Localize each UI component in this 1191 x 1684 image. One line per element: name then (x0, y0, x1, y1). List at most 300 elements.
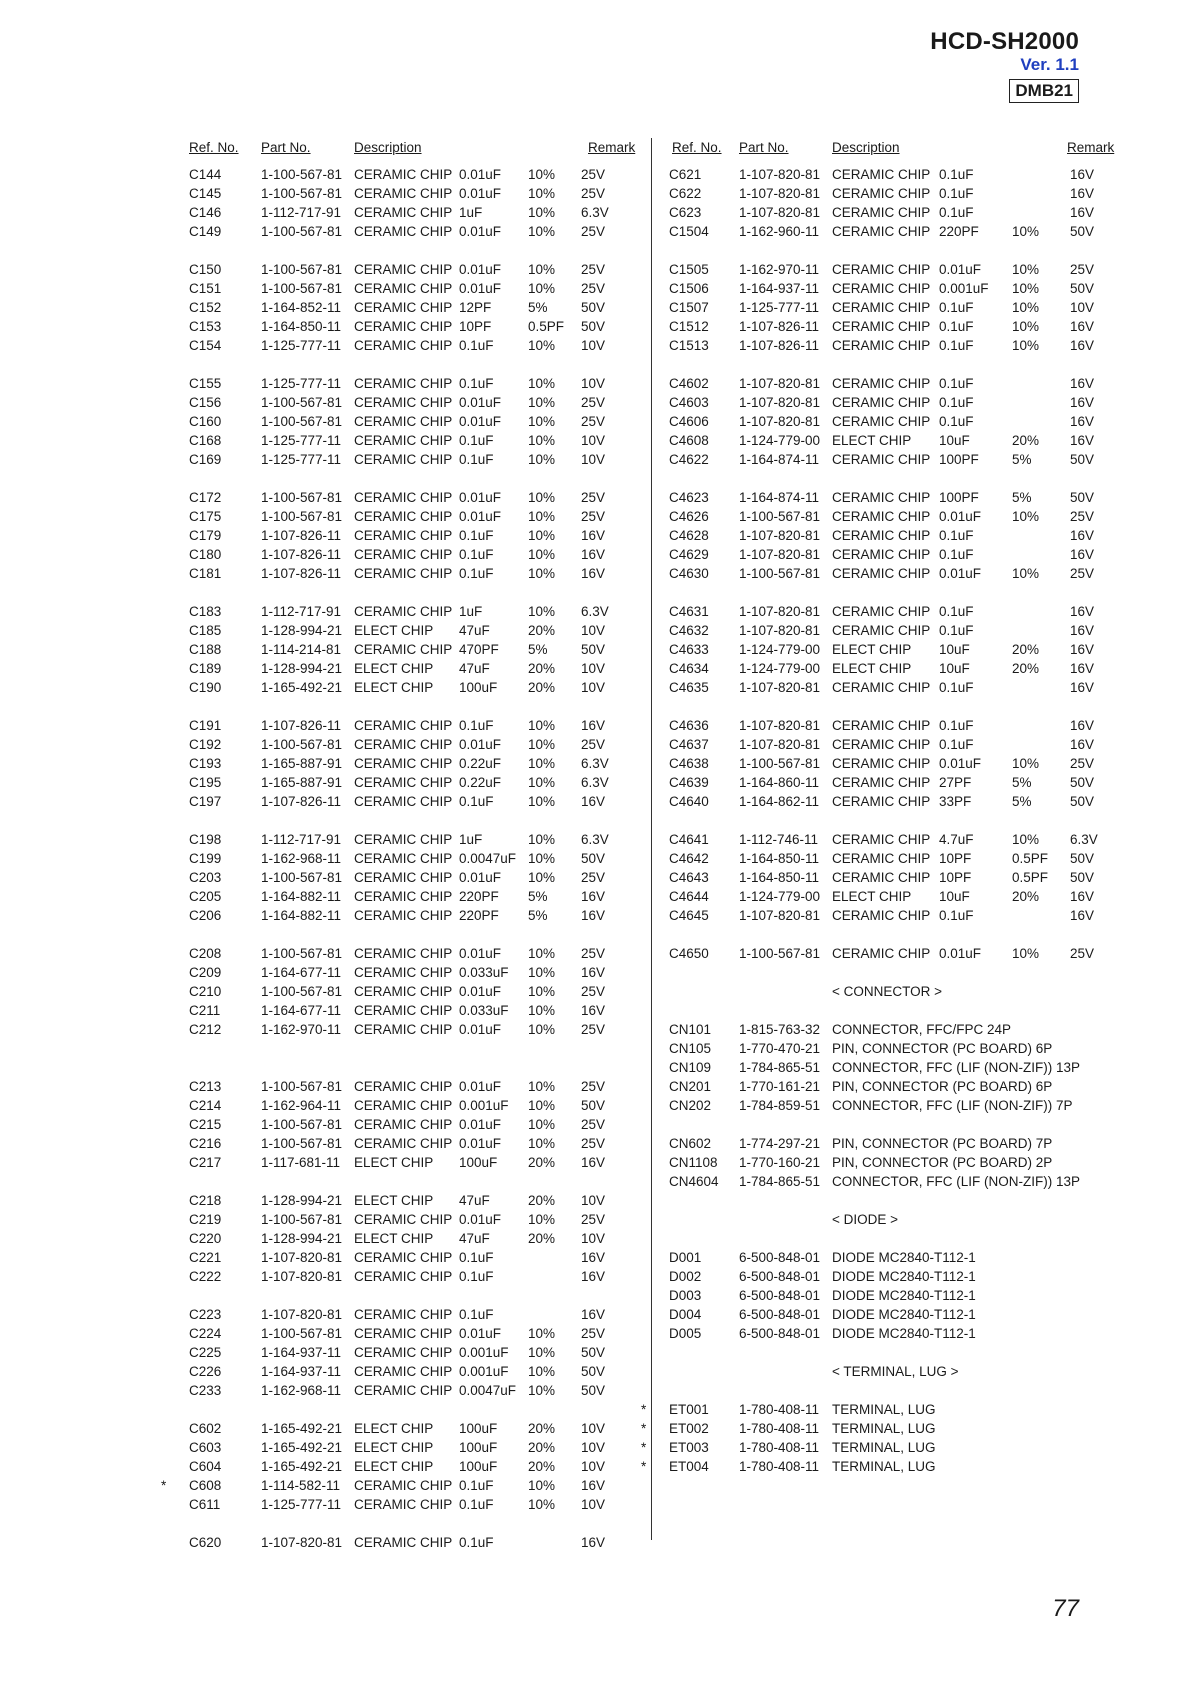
column-header (657, 138, 1117, 157)
description: CERAMIC CHIP (354, 604, 453, 619)
table-row (177, 773, 639, 792)
tolerance: 10% (528, 1079, 556, 1094)
part-no: 1-165-492-21 (261, 1421, 343, 1436)
ref-no: C190 (189, 680, 222, 695)
tolerance: 5% (528, 908, 548, 923)
tolerance: 10% (1012, 262, 1040, 277)
tolerance: 5% (1012, 490, 1032, 505)
remark: 16V (581, 794, 606, 809)
ref-no: CN602 (669, 1136, 712, 1151)
tolerance: 5% (528, 300, 548, 315)
value: 47uF (459, 661, 490, 676)
section-heading (657, 1362, 1117, 1381)
description: CERAMIC CHIP (354, 756, 453, 771)
ref-no: C4641 (669, 832, 709, 847)
tolerance: 10% (528, 775, 556, 790)
ref-no: C149 (189, 224, 222, 239)
column-header (177, 138, 639, 157)
part-no: 1-162-968-11 (261, 851, 342, 866)
description: CERAMIC CHIP (354, 965, 453, 980)
value: 0.1uF (939, 547, 974, 562)
part-no: 1-107-826-11 (739, 338, 820, 353)
ref-no: C215 (189, 1117, 222, 1132)
value: 0.0047uF (459, 851, 517, 866)
ref-no: C4632 (669, 623, 709, 638)
value: 0.1uF (939, 737, 974, 752)
part-no: 1-107-820-81 (739, 623, 821, 638)
part-no: 1-164-677-11 (261, 965, 342, 980)
table-row (657, 678, 1117, 697)
ref-no: C209 (189, 965, 222, 980)
description: DIODE MC2840-T112-1 (832, 1250, 976, 1265)
table-row (657, 716, 1117, 735)
ref-no: C199 (189, 851, 222, 866)
value: 100uF (459, 1421, 498, 1436)
description: PIN, CONNECTOR (PC BOARD) 2P (832, 1155, 1053, 1170)
description: CERAMIC CHIP (832, 623, 931, 638)
star-mark: * (641, 1421, 647, 1436)
value: 1uF (459, 832, 483, 847)
value: 470PF (459, 642, 499, 657)
value: 0.033uF (459, 1003, 509, 1018)
remark: 25V (1070, 756, 1095, 771)
value: 220PF (459, 908, 499, 923)
description: CERAMIC CHIP (832, 452, 931, 467)
description: CERAMIC CHIP (354, 794, 453, 809)
ref-no: C221 (189, 1250, 222, 1265)
header-remark: Remark (1067, 140, 1115, 155)
description: CERAMIC CHIP (354, 1136, 453, 1151)
part-no: 1-164-937-11 (261, 1345, 342, 1360)
part-no: 1-100-567-81 (739, 756, 821, 771)
ref-no: C622 (669, 186, 702, 201)
ref-no: CN4604 (669, 1174, 719, 1189)
part-no: 1-107-820-81 (261, 1535, 343, 1550)
ref-no: C4645 (669, 908, 709, 923)
description: CONNECTOR, FFC (LIF (NON-ZIF)) 13P (832, 1174, 1080, 1189)
table-row (657, 1305, 1117, 1324)
remark: 50V (1070, 870, 1095, 885)
section-heading (657, 1210, 1117, 1229)
header-ref-no: Ref. No. (189, 140, 239, 155)
value: 0.1uF (939, 338, 974, 353)
remark: 6.3V (581, 775, 609, 790)
remark: 25V (581, 490, 606, 505)
value: 47uF (459, 1231, 490, 1246)
description: CERAMIC CHIP (832, 186, 931, 201)
part-no: 1-100-567-81 (261, 1212, 343, 1227)
ref-no: C4608 (669, 433, 709, 448)
part-no: 1-770-160-21 (739, 1155, 821, 1170)
remark: 10V (581, 1193, 606, 1208)
part-no: 1-125-777-11 (261, 1497, 342, 1512)
tolerance: 10% (528, 604, 556, 619)
value: 0.1uF (459, 566, 494, 581)
value: 0.01uF (459, 262, 502, 277)
description: CERAMIC CHIP (832, 946, 931, 961)
tolerance: 10% (528, 1326, 556, 1341)
ref-no: C4644 (669, 889, 709, 904)
value: 0.001uF (939, 281, 989, 296)
description: CERAMIC CHIP (832, 794, 931, 809)
description: DIODE MC2840-T112-1 (832, 1269, 976, 1284)
ref-no: ET003 (669, 1440, 709, 1455)
header-part-no: Part No. (261, 140, 311, 155)
remark: 16V (581, 889, 606, 904)
remark: 16V (1070, 908, 1095, 923)
ref-no: C180 (189, 547, 222, 562)
table-row (177, 982, 639, 1001)
part-no: 1-162-970-11 (739, 262, 820, 277)
part-no: 1-815-763-32 (739, 1022, 821, 1037)
table-row (657, 260, 1117, 279)
ref-no: C208 (189, 946, 222, 961)
part-no: 1-107-820-81 (739, 205, 821, 220)
ref-no: C1513 (669, 338, 709, 353)
tolerance: 0.5PF (1012, 851, 1049, 866)
table-row (657, 640, 1117, 659)
table-row (177, 1191, 639, 1210)
ref-no: C224 (189, 1326, 222, 1341)
tolerance: 10% (528, 756, 556, 771)
tolerance: 10% (528, 376, 556, 391)
remark: 10V (581, 338, 606, 353)
value: 0.1uF (939, 604, 974, 619)
description: CERAMIC CHIP (354, 908, 453, 923)
part-no: 1-770-161-21 (739, 1079, 821, 1094)
value: 0.01uF (459, 1022, 502, 1037)
star-mark: * (641, 1440, 647, 1455)
remark: 25V (581, 870, 606, 885)
part-no: 1-162-968-11 (261, 1383, 342, 1398)
ref-no: C4637 (669, 737, 709, 752)
table-row (657, 735, 1117, 754)
ref-no: C216 (189, 1136, 222, 1151)
tolerance: 10% (528, 547, 556, 562)
description: CERAMIC CHIP (354, 1003, 453, 1018)
description: CERAMIC CHIP (354, 319, 453, 334)
part-no: 6-500-848-01 (739, 1307, 821, 1322)
value: 0.1uF (459, 718, 494, 733)
table-row (177, 602, 639, 621)
description: CERAMIC CHIP (832, 737, 931, 752)
remark: 16V (1070, 319, 1095, 334)
value: 0.001uF (459, 1098, 509, 1113)
ref-no: C608 (189, 1478, 222, 1493)
tolerance: 20% (1012, 661, 1040, 676)
value: 0.01uF (459, 395, 502, 410)
ref-no: CN1108 (669, 1155, 718, 1170)
part-no: 1-100-567-81 (261, 490, 343, 505)
value: 0.1uF (939, 718, 974, 733)
ref-no: C189 (189, 661, 222, 676)
description: CERAMIC CHIP (354, 1269, 453, 1284)
ref-no: C4603 (669, 395, 709, 410)
part-no: 1-107-820-81 (739, 680, 821, 695)
table-row (177, 1210, 639, 1229)
table-row (177, 735, 639, 754)
part-no: 1-107-820-81 (739, 604, 821, 619)
tolerance: 10% (528, 205, 556, 220)
table-row (657, 488, 1117, 507)
table-row (177, 906, 639, 925)
value: 0.22uF (459, 775, 502, 790)
ref-no: C4602 (669, 376, 709, 391)
remark: 25V (1070, 566, 1095, 581)
part-no: 1-114-214-81 (261, 642, 342, 657)
remark: 16V (581, 965, 606, 980)
part-no: 1-100-567-81 (261, 414, 343, 429)
value: 0.01uF (459, 490, 502, 505)
remark: 50V (581, 851, 606, 866)
ref-no: C621 (669, 167, 702, 182)
value: 0.1uF (459, 528, 494, 543)
table-row (657, 545, 1117, 564)
table-row (657, 184, 1117, 203)
value: 0.01uF (459, 1079, 502, 1094)
remark: 6.3V (581, 756, 609, 771)
tolerance: 5% (1012, 794, 1032, 809)
remark: 16V (1070, 661, 1095, 676)
ref-no: D001 (669, 1250, 702, 1265)
value: 10PF (939, 851, 972, 866)
description: ELECT CHIP (354, 623, 434, 638)
ref-no: C222 (189, 1269, 222, 1284)
tolerance: 5% (528, 889, 548, 904)
tolerance: 20% (528, 1459, 556, 1474)
remark: 50V (581, 1098, 606, 1113)
table-row (177, 1077, 639, 1096)
part-no: 1-107-820-81 (739, 908, 821, 923)
ref-no: C183 (189, 604, 222, 619)
description: CERAMIC CHIP (354, 1098, 453, 1113)
part-no: 1-125-777-11 (739, 300, 820, 315)
part-no: 1-100-567-81 (739, 566, 821, 581)
part-no: 1-107-820-81 (739, 718, 821, 733)
remark: 25V (581, 281, 606, 296)
part-no: 1-164-882-11 (261, 908, 342, 923)
part-no: 1-780-408-11 (739, 1421, 820, 1436)
description: CERAMIC CHIP (832, 566, 931, 581)
part-no: 1-162-960-11 (739, 224, 820, 239)
part-no: 1-100-567-81 (261, 737, 343, 752)
remark: 6.3V (1070, 832, 1098, 847)
description: CERAMIC CHIP (354, 870, 453, 885)
ref-no: C144 (189, 167, 222, 182)
ref-no: C168 (189, 433, 222, 448)
tolerance: 10% (528, 851, 556, 866)
remark: 16V (1070, 547, 1095, 562)
value: 0.01uF (459, 1117, 502, 1132)
table-row (177, 1248, 639, 1267)
table-row (177, 1438, 639, 1457)
description: CERAMIC CHIP (354, 1212, 453, 1227)
tolerance: 20% (528, 661, 556, 676)
remark: 25V (581, 186, 606, 201)
section-title: < CONNECTOR > (832, 984, 943, 999)
part-no: 1-100-567-81 (739, 946, 821, 961)
part-no: 1-107-826-11 (739, 319, 820, 334)
remark: 25V (581, 509, 606, 524)
table-row (657, 412, 1117, 431)
tolerance: 5% (1012, 775, 1032, 790)
table-row (641, 1438, 1117, 1457)
remark: 50V (581, 1364, 606, 1379)
table-row (657, 317, 1117, 336)
tolerance: 10% (528, 832, 556, 847)
remark: 25V (581, 1079, 606, 1094)
ref-no: CN202 (669, 1098, 712, 1113)
description: CERAMIC CHIP (354, 642, 453, 657)
remark: 50V (1070, 281, 1095, 296)
table-row (657, 868, 1117, 887)
description: CERAMIC CHIP (832, 908, 931, 923)
ref-no: C4640 (669, 794, 709, 809)
tolerance: 10% (528, 262, 556, 277)
ref-no: C4631 (669, 604, 709, 619)
table-row (177, 1495, 639, 1514)
ref-no: CN105 (669, 1041, 712, 1056)
value: 100uF (459, 1459, 498, 1474)
star-mark: * (161, 1478, 167, 1493)
part-no: 1-780-408-11 (739, 1459, 820, 1474)
remark: 6.3V (581, 205, 609, 220)
tolerance: 10% (528, 737, 556, 752)
ref-no: D003 (669, 1288, 702, 1303)
part-no: 1-100-567-81 (261, 509, 343, 524)
remark: 10V (581, 1421, 606, 1436)
description: CERAMIC CHIP (354, 1383, 453, 1398)
remark: 25V (581, 984, 606, 999)
description: CERAMIC CHIP (354, 547, 453, 562)
ref-no: C4634 (669, 661, 709, 676)
table-row (657, 1153, 1117, 1172)
tolerance: 10% (528, 509, 556, 524)
remark: 16V (1070, 433, 1095, 448)
remark: 16V (581, 566, 606, 581)
tolerance: 10% (528, 433, 556, 448)
tolerance: 10% (528, 946, 556, 961)
remark: 10V (581, 1459, 606, 1474)
part-no: 1-100-567-81 (261, 167, 343, 182)
value: 0.1uF (939, 376, 974, 391)
remark: 50V (1070, 851, 1095, 866)
part-no: 1-112-717-91 (261, 205, 342, 220)
value: 0.1uF (459, 794, 494, 809)
part-no: 1-124-779-00 (739, 433, 821, 448)
description: CERAMIC CHIP (832, 338, 931, 353)
ref-no: C611 (189, 1497, 221, 1512)
tolerance: 10% (1012, 300, 1040, 315)
value: 0.1uF (459, 376, 494, 391)
part-no: 1-107-820-81 (739, 547, 821, 562)
ref-no: D002 (669, 1269, 702, 1284)
tolerance: 0.5PF (1012, 870, 1049, 885)
tolerance: 20% (1012, 889, 1040, 904)
tolerance: 10% (528, 395, 556, 410)
table-row (177, 222, 639, 241)
part-no: 1-100-567-81 (261, 186, 343, 201)
description: CERAMIC CHIP (832, 414, 931, 429)
table-row (657, 431, 1117, 450)
tolerance: 10% (1012, 319, 1040, 334)
tolerance: 20% (528, 1421, 556, 1436)
ref-no: C4639 (669, 775, 709, 790)
ref-no: C192 (189, 737, 222, 752)
star-mark: * (641, 1402, 647, 1417)
ref-no: C218 (189, 1193, 222, 1208)
page-number: 77 (1052, 1595, 1079, 1622)
value: 0.01uF (459, 984, 502, 999)
ref-no: C219 (189, 1212, 222, 1227)
remark: 16V (581, 547, 606, 562)
part-no: 1-784-859-51 (739, 1098, 821, 1113)
remark: 25V (581, 1212, 606, 1227)
part-no: 1-112-746-11 (739, 832, 819, 847)
tolerance: 10% (528, 1022, 556, 1037)
description: CERAMIC CHIP (832, 832, 931, 847)
table-row (177, 1229, 639, 1248)
table-row (177, 1343, 639, 1362)
ref-no: C156 (189, 395, 222, 410)
remark: 10V (581, 623, 606, 638)
tolerance: 10% (528, 1345, 556, 1360)
part-no: 1-100-567-81 (261, 1117, 343, 1132)
ref-no: CN201 (669, 1079, 712, 1094)
tolerance: 10% (1012, 338, 1040, 353)
value: 0.01uF (459, 1212, 502, 1227)
value: 0.01uF (459, 414, 502, 429)
remark: 16V (1070, 167, 1095, 182)
part-no: 1-784-865-51 (739, 1174, 821, 1189)
ref-no: C193 (189, 756, 222, 771)
tolerance: 10% (528, 1383, 556, 1398)
tolerance: 10% (1012, 281, 1040, 296)
remark: 10V (1070, 300, 1095, 315)
description: DIODE MC2840-T112-1 (832, 1288, 976, 1303)
part-no: 1-117-681-11 (261, 1155, 341, 1170)
table-row (177, 1362, 639, 1381)
tolerance: 10% (528, 224, 556, 239)
table-row (177, 716, 639, 735)
ref-no: C223 (189, 1307, 222, 1322)
table-row (177, 963, 639, 982)
table-row (177, 1419, 639, 1438)
remark: 16V (1070, 186, 1095, 201)
ref-no: C211 (189, 1003, 221, 1018)
part-no: 1-107-826-11 (261, 718, 342, 733)
table-row (657, 1267, 1117, 1286)
ref-no: C4628 (669, 528, 709, 543)
description: CERAMIC CHIP (832, 775, 931, 790)
table-row (657, 944, 1117, 963)
remark: 25V (581, 167, 606, 182)
part-no: 1-165-492-21 (261, 680, 343, 695)
tolerance: 10% (528, 566, 556, 581)
description: CERAMIC CHIP (354, 490, 453, 505)
remark: 25V (581, 1136, 606, 1151)
value: 0.1uF (939, 205, 974, 220)
value: 220PF (939, 224, 979, 239)
value: 0.01uF (459, 509, 502, 524)
description: TERMINAL, LUG (832, 1402, 936, 1417)
tolerance: 10% (528, 281, 556, 296)
description: CERAMIC CHIP (832, 490, 931, 505)
table-row (177, 1153, 639, 1172)
description: CERAMIC CHIP (354, 851, 453, 866)
description: CERAMIC CHIP (832, 395, 931, 410)
part-no: 1-100-567-81 (261, 1136, 343, 1151)
